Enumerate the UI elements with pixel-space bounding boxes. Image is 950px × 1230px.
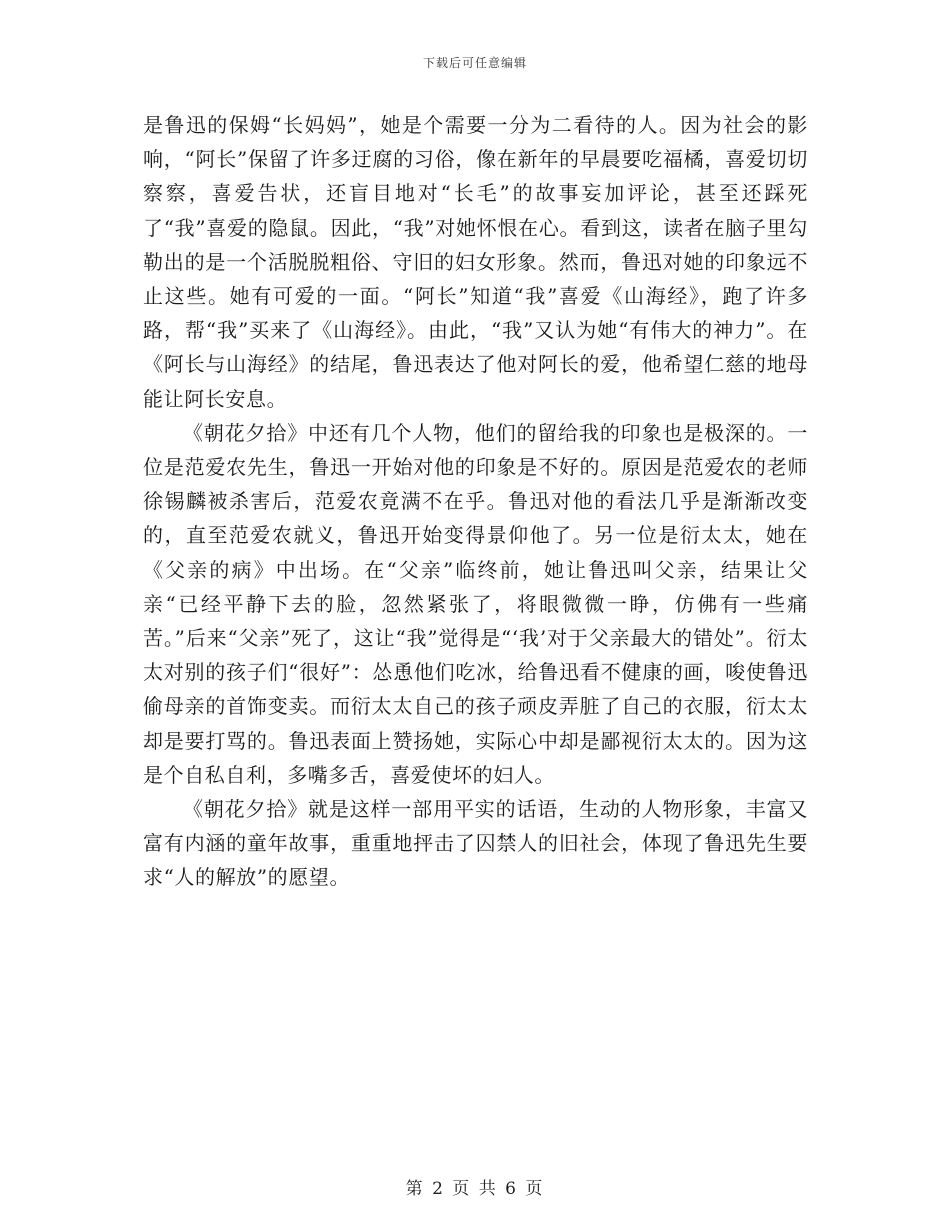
page-number: 第 2 页 共 6 页 — [405, 1179, 545, 1199]
document-body — [143, 108, 808, 895]
paragraph-1: 是鲁迅的保姆“长妈妈”，她是个需要一分为二看待的人。因为社会的影响，“阿长”保留了许多迂腐的习俗，像在新年的早晨要吃福橘，喜爱切切察察，喜爱告状，还盲目地对“长毛”的故事妄加评论，甚至还踩死了“我”喜爱的隐鼠。因此，“我”对她怀恨在心。看到这，读者在脑子里勾勒出的是一个活脱脱粗俗、守旧的妇女形象。然而，鲁迅对她的印象远不止这些。她有可爱的一面。“阿长”知道“我”喜爱《山海经》，跑了许多路，帮“我”买来了《山海经》。由此，“我”又认为她“有伟大的神力”。在《阿长与山海经》的结尾，鲁迅表达了他对阿长的爱，他希望仁慈的地母能让阿长安息。 — [143, 113, 808, 411]
page-header: 下载后可任意编辑 — [422, 56, 527, 70]
paragraph-3: 《朝花夕拾》就是这样一部用平实的话语，生动的人物形象，丰富又富有内涵的童年故事，重重地抨击了囚禁人的旧社会，体现了鲁迅先生要求“人的解放”的愿望。 — [143, 797, 808, 890]
paragraph-2: 《朝花夕拾》中还有几个人物，他们的留给我的印象也是极深的。一位是范爱农先生，鲁迅一开始对他的印象是不好的。原因是范爱农的老师徐锡麟被杀害后，范爱农竟满不在乎。鲁迅对他的看法几乎是渐渐改变的，直至范爱农就义，鲁迅开始变得景仰他了。另一位是衍太太，她在《父亲的病》中出场。在“父亲”临终前，她让鲁迅叫父亲，结果让父亲“已经平静下去的脸，忽然紧张了，将眼微微一睁，仿佛有一些痛苦。”后来“父亲”死了，这让“我”觉得是“‘我’对于父亲最大的错处”。衍太太对别的孩子们“很好”：怂恿他们吃冰，给鲁迅看不健康的画，唆使鲁迅偷母亲的首饰变卖。而衍太太自己的孩子顽皮弄脏了自己的衣服，衍太太却是要打骂的。鲁迅表面上赞扬她，实际心中却是鄙视衍太太的。因为这是个自私自利，多嘴多舌，喜爱使坏的妇人。 — [143, 420, 808, 787]
